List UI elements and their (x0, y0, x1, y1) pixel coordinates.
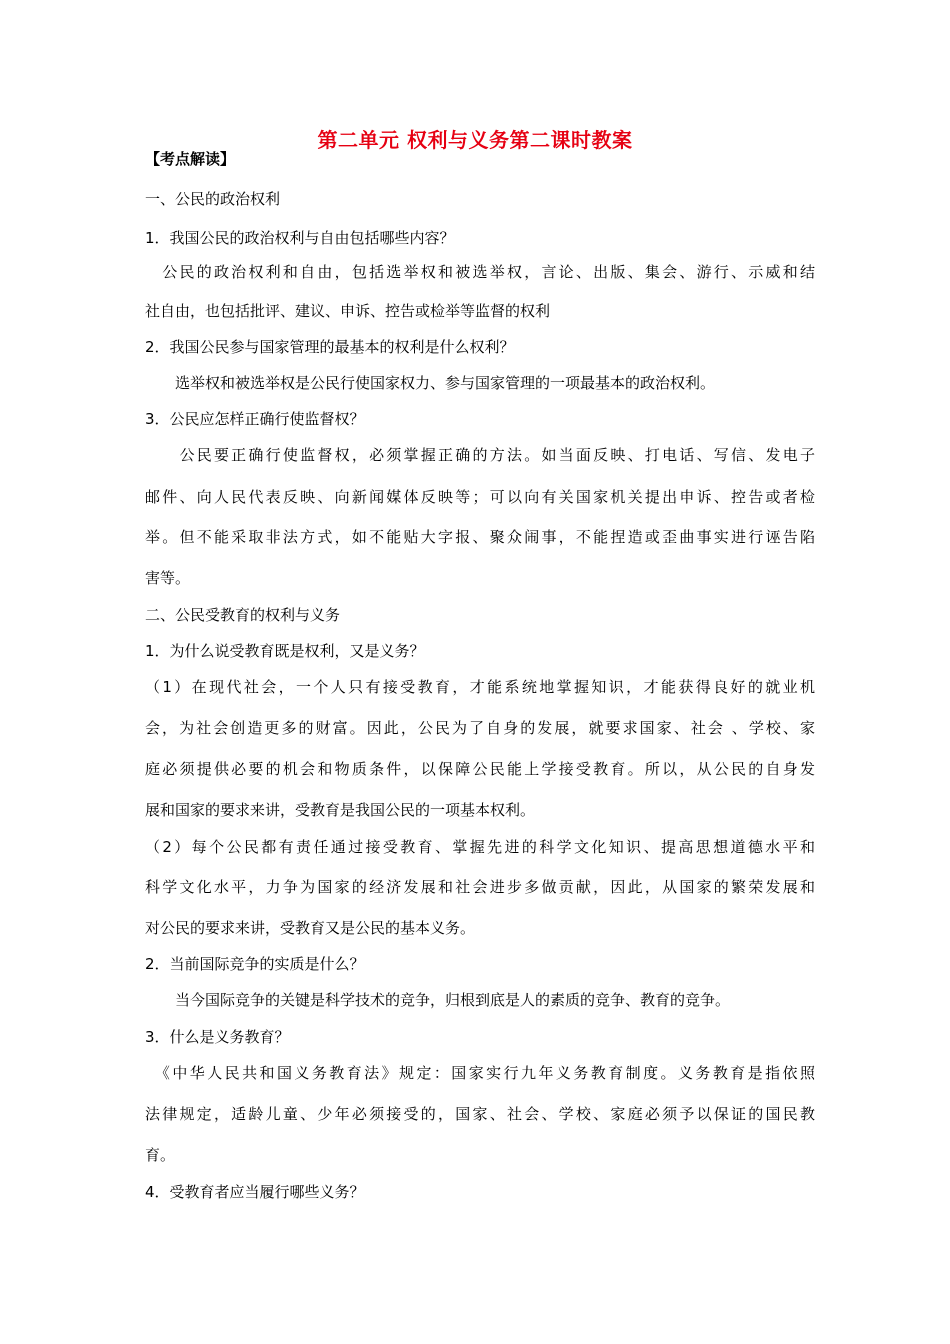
question-3: 3．什么是义务教育？ (145, 1028, 290, 1046)
paragraph-line: 《中华人民共和国义务教育法》规定：国家实行九年义务教育制度。义务教育是指依照 (145, 1064, 815, 1082)
question-1: 1．我国公民的政治权利与自由包括哪些内容？ (145, 229, 455, 247)
paragraph-line: 庭必须提供必要的机会和物质条件，以保障公民能上学接受教育。所以，从公民的自身发 (145, 760, 815, 778)
paragraph-line: 科学文化水平，力争为国家的经济发展和社会进步多做贡献，因此，从国家的繁荣发展和 (145, 878, 815, 896)
question-1: 1．为什么说受教育既是权利，又是义务？ (145, 642, 425, 660)
paragraph-line: 社自由，也包括批评、建议、申诉、控告或检举等监督的权利 (145, 302, 551, 320)
paragraph-line: 公民要正确行使监督权，必须掌握正确的方法。如当面反映、打电话、写信、发电子 (145, 446, 815, 464)
paragraph-line: 展和国家的要求来讲，受教育是我国公民的一项基本权利。 (145, 801, 536, 819)
question-2: 2．我国公民参与国家管理的最基本的权利是什么权利？ (145, 338, 515, 356)
paragraph-line: 对公民的要求来讲，受教育又是公民的基本义务。 (145, 919, 476, 937)
section-heading-kaodian: 【考点解读】 (145, 150, 236, 168)
paragraph-line: 当今国际竞争的关键是科学技术的竞争，归根到底是人的素质的竞争、教育的竞争。 (145, 991, 731, 1009)
paragraph-line: （2）每个公民都有责任通过接受教育、掌握先进的科学文化知识、提高思想道德水平和 (145, 838, 815, 856)
paragraph-line: 举。但不能采取非法方式，如不能贴大字报、聚众闹事，不能捏造或歪曲事实进行诬告陷 (145, 528, 815, 546)
paragraph-line: 公民的政治权利和自由，包括选举权和被选举权，言论、出版、集会、游行、示威和结 (145, 263, 815, 281)
paragraph-line: 法律规定，适龄儿童、少年必须接受的，国家、社会、学校、家庭必须予以保证的国民教 (145, 1105, 815, 1123)
section-heading-political-rights: 一、公民的政治权利 (145, 190, 281, 208)
paragraph-line: 害等。 (145, 569, 191, 587)
paragraph-line: 邮件、向人民代表反映、向新闻媒体反映等；可以向有关国家机关提出申诉、控告或者检 (145, 488, 815, 506)
paragraph-line: 选举权和被选举权是公民行使国家权力、参与国家管理的一项最基本的政治权利。 (145, 374, 716, 392)
section-heading-education: 二、公民受教育的权利与义务 (145, 606, 341, 624)
question-2: 2．当前国际竞争的实质是什么？ (145, 955, 365, 973)
document-title: 第二单元 权利与义务第二课时教案 (317, 128, 633, 152)
paragraph-line: （1）在现代社会，一个人只有接受教育，才能系统地掌握知识，才能获得良好的就业机 (145, 678, 815, 696)
paragraph-line: 育。 (145, 1146, 176, 1164)
question-4: 4．受教育者应当履行哪些义务？ (145, 1183, 365, 1201)
question-3: 3．公民应怎样正确行使监督权？ (145, 410, 365, 428)
paragraph-line: 会，为社会创造更多的财富。因此，公民为了自身的发展，就要求国家、社会 、学校、家 (145, 719, 815, 737)
